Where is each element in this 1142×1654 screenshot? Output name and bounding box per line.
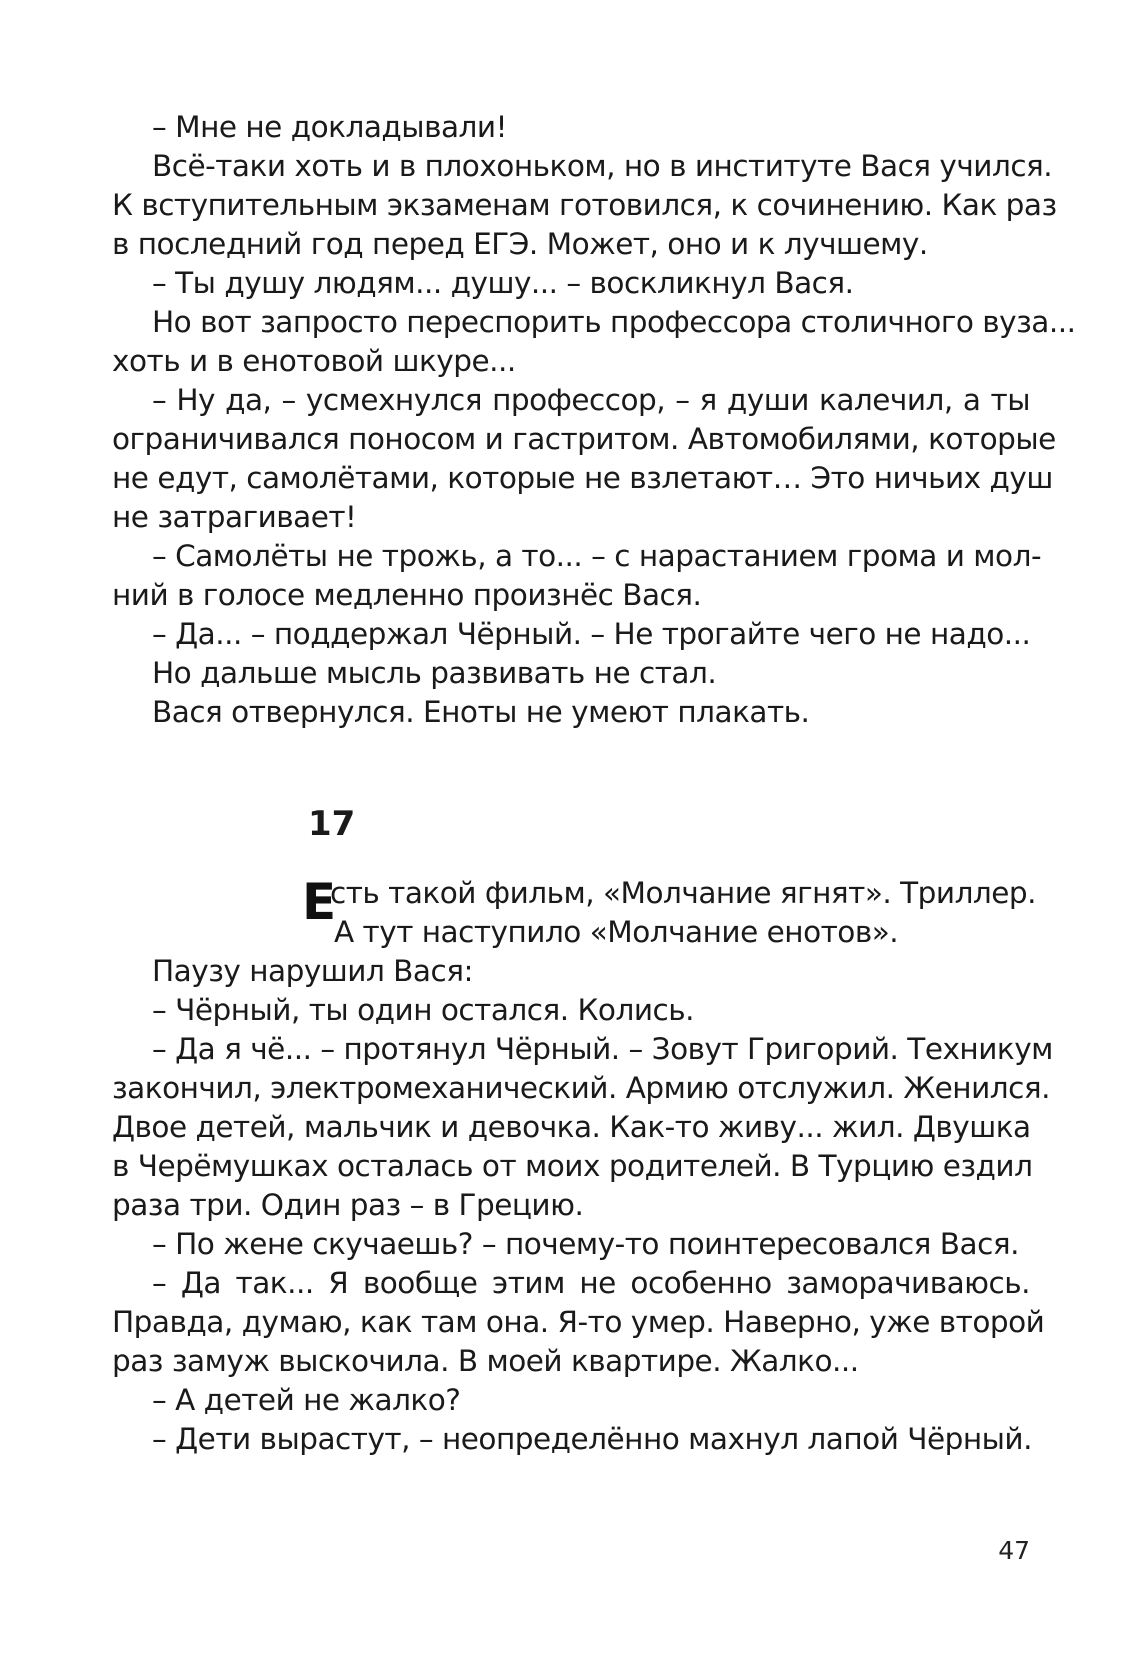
text-line: ний в голосе медленно произнёс Вася. (112, 578, 702, 612)
text-line: Паузу нарушил Вася: (152, 954, 473, 988)
chapter-number: 17 (308, 804, 356, 844)
text-line: закончил, электромеханический. Армию отслужил. Женился. (112, 1071, 1050, 1105)
text-line: в последний год перед ЕГЭ. Может, оно и к лучшему. (112, 227, 928, 261)
text-line: – По жене скучаешь? – почему-то поинтересовался Вася. (152, 1227, 1019, 1261)
text-line: раза три. Один раз – в Грецию. (112, 1188, 584, 1222)
section-gap (112, 732, 1030, 804)
page-number: 47 (998, 1536, 1030, 1565)
text-line: ограничивался поносом и гастритом. Автомобилями, которые (112, 422, 1056, 456)
text-line: не затрагивает! (112, 500, 357, 534)
text-line: – Ты душу людям... душу... – воскликнул Вася. (152, 266, 854, 300)
text-line: Вася отвернулся. Еноты не умеют плакать. (152, 695, 810, 729)
text-line: А тут наступило «Молчание енотов». (334, 915, 899, 949)
dropcap-letter: Е (302, 873, 336, 931)
text-line: – Да так... Я вообще этим не особенно заморачиваюсь. (152, 1266, 1030, 1300)
text-line: – Мне не докладывали! (152, 110, 507, 144)
text-line: в Черёмушках осталась от моих родителей. В Турцию ездил (112, 1149, 1033, 1183)
text-line: – А детей не жалко? (152, 1383, 461, 1417)
text-line: – Дети вырастут, – неопределённо махнул лапой Чёрный. (152, 1422, 1032, 1456)
text-line: – Чёрный, ты один остался. Колись. (152, 993, 694, 1027)
text-line: Двое детей, мальчик и девочка. Как-то живу... жил. Двушка (112, 1110, 1031, 1144)
text-line: – Самолёты не трожь, а то... – с нарастанием грома и мол- (152, 539, 1042, 573)
text-line: Но вот запросто переспорить профессора столичного вуза... (152, 305, 1076, 339)
text-line: К вступительным экзаменам готовился, к сочинению. Как раз (112, 188, 1057, 222)
text-line: – Ну да, – усмехнулся профессор, – я души калечил, а ты (152, 383, 1030, 417)
text-line: Но дальше мысль развивать не стал. (152, 656, 717, 690)
dropcap-line-text: сть такой фильм, «Молчание ягнят». Триллер. (330, 876, 1037, 910)
text-line: не едут, самолётами, которые не взлетают… Это ничьих душ (112, 461, 1053, 495)
text-line: хоть и в енотовой шкуре... (112, 344, 516, 378)
text-line: раз замуж выскочила. В моей квартире. Жалко... (112, 1344, 859, 1378)
text-line: – Да я чё... – протянул Чёрный. – Зовут Григорий. Техникум (152, 1032, 1053, 1066)
dropcap-line (112, 873, 1037, 931)
text-line: Правда, думаю, как там она. Я-то умер. Наверно, уже второй (112, 1305, 1045, 1339)
text-line: Всё-таки хоть и в плохоньком, но в институте Вася учился. (152, 149, 1053, 183)
text-line: – Да... – поддержал Чёрный. – Не трогайте чего не надо... (152, 617, 1031, 651)
book-page (112, 108, 1076, 1459)
